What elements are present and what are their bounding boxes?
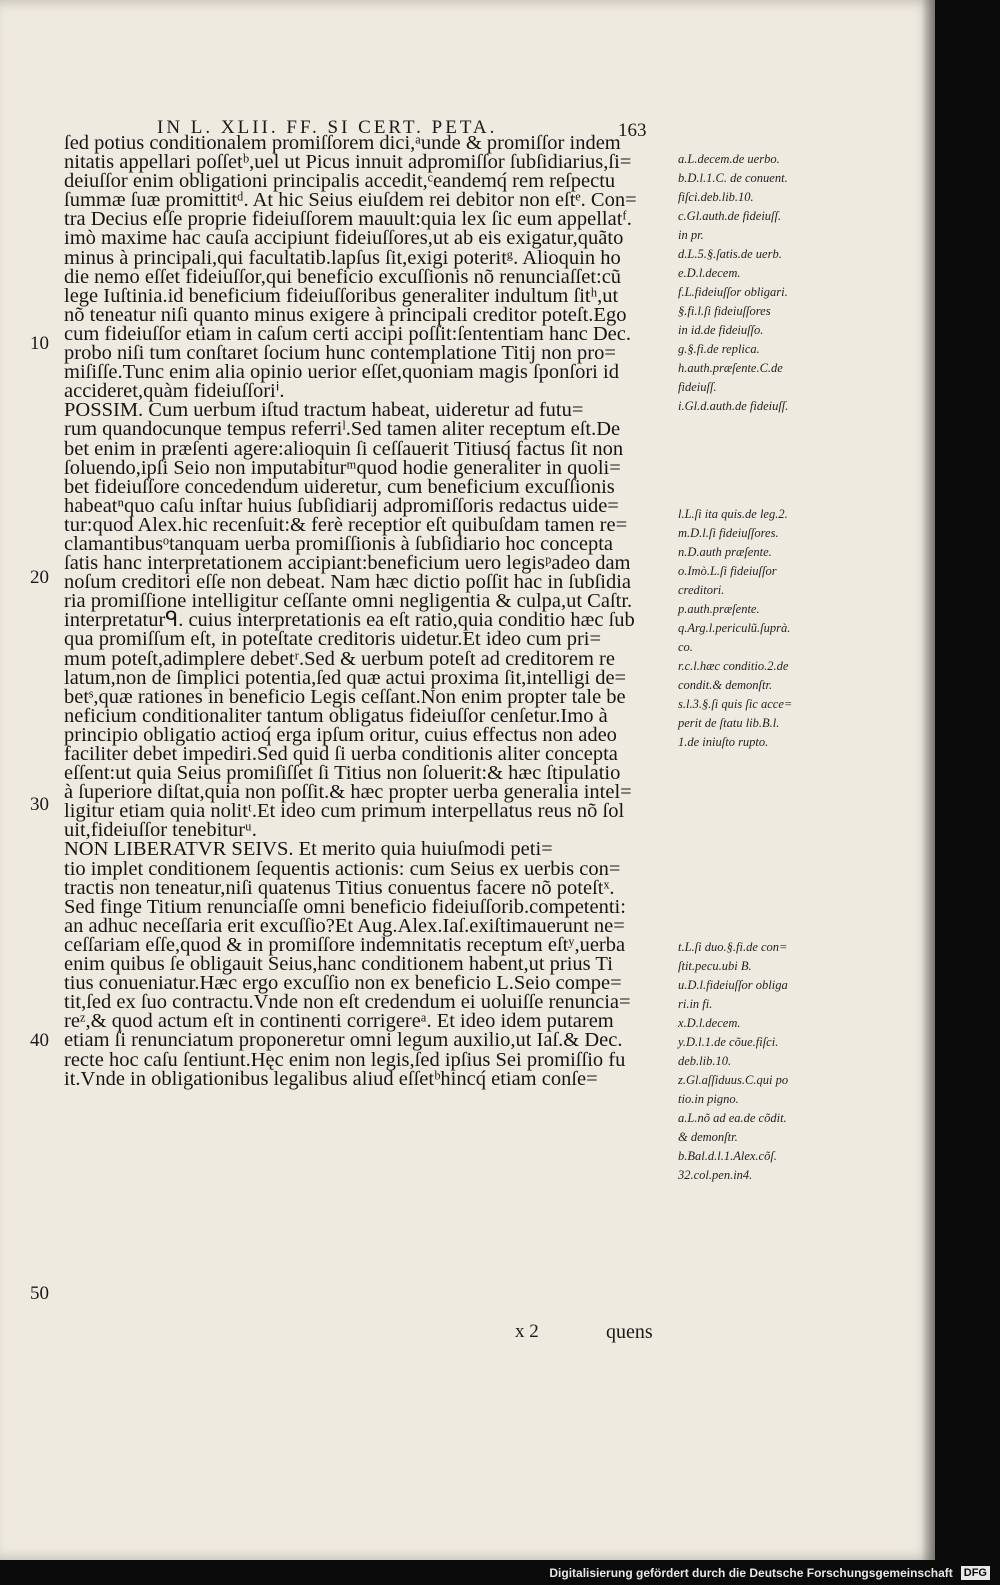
sidenote-line: ri.in fi. [678,997,713,1011]
line-number: 50 [30,1283,49,1304]
sidenote-line: & demonſtr. [678,1130,738,1144]
running-head: IN L. XLII. FF. SI CERT. PETA. [157,117,498,138]
sidenote-line: ſtit.pecu.ubi B. [678,959,752,973]
sidenote-line: d.L.5.§.ſatis.de uerb. [678,247,782,261]
sidenote-line: c.Gl.auth.de fideiuſſ. [678,209,782,223]
dfg-logo: DFG [961,1566,990,1580]
page-number: 163 [618,120,647,141]
sidenote-line: n.D.auth præſente. [678,545,772,559]
text-line: ceſſariam eſſe,quod & in promiſſore indemnitatis receptum eſtʸ,uerba [64,933,626,956]
sidenote-line: fiſci.deb.lib.10. [678,190,754,204]
sidenote-line: perit de ſtatu lib.B.l. [678,716,780,730]
sidenote-group-t-b [678,938,788,1185]
sidenote-line: fideiuſſ. [678,380,717,394]
sidenote-line: tio.in pigno. [678,1092,739,1106]
signature-mark: x 2 [515,1321,539,1342]
text-line: latum,non de ſimplici potentia,ſed quæ actui proxima ſit,intelligi de= [64,666,627,689]
text-line: tit,ſed ex ſuo contractu.Vnde non eſt credendum ei uoluiſſe renuncia= [64,991,631,1014]
text-line: tra Decius eſſe proprie fideiuſſorem mauult:quia lex ſic eum appellatᶠ. [64,208,632,231]
sidenote-line: s.l.3.§.ſi quis ſic acce= [678,697,793,711]
text-line: principio obligatio actioq́ erga ipſum oritur, cuius effectus non adeo [64,723,617,746]
text-line: cum fideiuſſor etiam in caſum certi accipi poſſit:ſententiam hanc Dec. [64,322,631,345]
text-line: mum poteſt,adimplere debetʳ.Sed & uerbum poteſt ad creditorem re [64,647,615,670]
sidenote-line: b.D.l.1.C. de conuent. [678,171,788,185]
line-number: 30 [30,794,49,815]
text-line: an adhuc neceſſaria erit excuſſio?Et Aug.Alex.Iaſ.exiſtimauerunt ne= [64,914,625,937]
text-line: enim quibus ſe obligauit Seius,hanc conditionem habent,ut prius Ti [64,953,613,976]
digitization-credit: Digitalisierung gefördert durch die Deutsche Forschungsgemeinschaft [549,1566,953,1580]
text-line: tius conueniatur.Hæc ergo excuſſio non ex beneficio L.Seio compe= [64,972,622,995]
sidenote-line: deb.lib.10. [678,1054,732,1068]
footer-bar [0,1561,1000,1585]
text-line: imò maxime hac cauſa accipiunt fideiuſſores,ut ab eis exigatur,quãto [64,227,624,250]
text-line: probo niſi tum conſtaret ſocium hunc contemplatione Titij non pro= [64,342,616,365]
sidenote-line: y.D.l.1.de cõue.fiſci. [678,1035,779,1049]
sidenote-line: f.L.fideiuſſor obligari. [678,285,788,299]
text-line: tur:quod Alex.hic recenſuit:& ferè receptior eſt quibuſdam tamen re= [64,513,628,536]
sidenote-line: h.auth.præſente.C.de [678,361,783,375]
text-line: it.Vnde in obligationibus legalibus aliud eſſetᵇhincq́ etiam conſe= [64,1067,598,1090]
sidenote-line: condit.& demonſtr. [678,678,773,692]
text-line: betˢ,quæ rationes in beneficio Legis ceſſant.Non enim propter tale be [64,685,626,708]
text-line: clamantibusᵒtanquam uerba promiſſionis à ſubſidiario hoc concepta [64,532,613,555]
text-line: bet fideiuſſore concedendum uideretur, cum beneficium excuſſionis [64,475,615,498]
sidenote-line: m.D.l.ſi fideiuſſores. [678,526,779,540]
text-line: à ſuperiore diſtat,quia non poſſit.& hæc propter uerba generalia intel= [64,781,632,804]
text-line: recte hoc caſu ſentiunt.Hęc enim non legis,ſed ipſius Sei promiſſio fu [64,1048,626,1071]
text-line: neficium conditionaliter tantum obligatus fideiuſſor cenſetur.Imo à [64,704,608,727]
text-line: etiam ſi renunciatum proponeretur omni legum auxilio,ut Iaſ.& Dec. [64,1029,623,1052]
text-line: Sed finge Titium renunciaſſe omni beneficio fideiuſſorib.competenti: [64,895,626,918]
sidenote-line: 1.de iniuſto rupto. [678,735,769,749]
sidenote-line: a.L.nõ ad ea.de cõdit. [678,1111,787,1125]
sidenote-line: x.D.l.decem. [678,1016,741,1030]
text-line: noſum creditori eſſe non debeat. Nam hæc dictio poſſit hac in ſubſidia [64,571,632,594]
line-number: 20 [30,567,49,588]
text-line: deiuſſor enim obligationi principalis accedit,ᶜeandemq́ rem reſpectu [64,170,616,193]
text-line: accideret,quàm fideiuſſoriⁱ. [64,380,285,403]
catchword: quens [606,1321,653,1343]
line-number: 40 [30,1030,49,1051]
sidenote-line: b.Bal.d.l.1.Alex.cõſ. [678,1149,777,1163]
sidenote-group-a-i [678,150,788,416]
text-line: habeatⁿquo caſu inſtar huius ſubſidiarij adpromiſſoris redactus uide= [64,494,619,517]
text-line: nõ teneatur niſi quanto minus exigere à principali creditor poteſt.Ego [64,303,627,326]
sidenote-line: §.fi.l.ſi fideiuſſores [678,304,771,318]
sidenote-line: in pr. [678,228,704,242]
sidenote-group-l-s [678,505,792,752]
text-line: interpretaturᑫ. cuius interpretationis ea eſt ratio,quia conditio hæc ſub [64,609,635,632]
text-line: miſiſſe.Tunc enim alia opinio uerior eſſet,quoniam magis ſponſori id [64,361,619,384]
sidenote-line: i.Gl.d.auth.de fideiuſſ. [678,399,789,413]
sidenote-line: q.Arg.l.periculũ.ſuprà. [678,621,791,635]
sidenote-line: creditori. [678,583,725,597]
sidenote-line: l.L.ſi ita quis.de leg.2. [678,507,788,521]
text-line: ſatis hanc interpretationem accipiant:beneficium uero legisᵖadeo dam [64,552,631,575]
sidenote-line: g.§.fi.de replica. [678,342,760,356]
text-line: tio implet conditionem ſequentis actionis: cum Seius ex uerbis con= [64,857,621,880]
text-line: nitatis appellari poſſetᵇ,uel ut Picus innuit adpromiſſor ſubſidiarius,ſi= [64,151,632,174]
text-line: ſed potius conditionalem promiſſorem dici,ᵃunde & promiſſor indem [64,132,621,154]
sidenote-line: in id.de fideiuſſo. [678,323,764,337]
sidenote-line: 32.col.pen.in4. [678,1168,753,1182]
text-line: ria promiſſione intelligitur ceſſante omni negligentia & culpa,ut Caſtr. [64,590,633,613]
text-line: ligitur etiam quia nolitᵗ.Et ideo cum primum interpellatus reus nõ ſol [64,800,625,823]
text-line: tractis non teneatur,niſi quatenus Titius conuentus facere nõ poteſtˣ. [64,876,615,899]
sidenote-line: e.D.l.decem. [678,266,741,280]
text-line: ſummæ ſuæ promittitᵈ. At hic Seius eiuſdem rei debitor non eſtᵉ. Con= [64,189,637,212]
text-line: POSSIM. Cum uerbum iſtud tractum habeat, uideretur ad futu= [64,399,584,422]
text-line: ſoluendo,ipſi Seio non imputabiturᵐquod hodie generaliter in quoli= [64,456,621,479]
text-line: NON LIBERATVR SEIVS. Et merito quia huiuſmodi peti= [64,838,553,861]
sidenote-line: u.D.l.fideiuſſor obliga [678,978,788,992]
text-line: lege Iuſtinia.id beneficium fideiuſſoribus generaliter indultum ſitʰ,ut [64,284,619,307]
text-line: eſſent:ut quia Seius promiſiſſet ſi Titius non ſoluerit:& hæc ſtipulatio [64,762,621,785]
text-line: rum quandocunque tempus referriˡ.Sed tamen aliter receptum eſt.De [64,418,621,441]
text-line: minus à principali,qui facultatib.lapſus ſit,exigi poteritᵍ. Alioquin ho [64,246,621,269]
sidenote-line: p.auth.præſente. [678,602,760,616]
text-line: reᶻ,& quod actum eſt in continenti corrigereᵃ. Et ideo idem putarem [64,1010,614,1033]
line-number: 10 [30,333,49,354]
sidenote-line: a.L.decem.de uerbo. [678,152,780,166]
sidenote-line: o.Imò.L.ſi fideiuſſor [678,564,777,578]
sidenote-line: t.L.ſi duo.§.fi.de con= [678,940,788,954]
text-line: qua promiſſum eſt, in poteſtate creditoris uidetur.Et ideo cum pri= [64,628,602,651]
text-line: faciliter debet impediri.Sed quid ſi uerba conditionis aliter concepta [64,743,618,765]
sidenote-line: z.Gl.aſſiduus.C.qui po [678,1073,789,1087]
sidenote-line: r.c.l.hæc conditio.2.de [678,659,789,673]
sidenote-line: co. [678,640,693,654]
text-line: uit,fideiuſſor tenebiturᵘ. [64,819,257,842]
text-line: die nemo eſſet fideiuſſor,qui beneficio excuſſionis nõ renunciaſſet:cũ [64,265,622,288]
text-line: bet enim in præſenti agere:alioquin ſi ceſſauerit Titiusq́ factus ſit non [64,437,624,460]
body-text [64,134,680,1089]
